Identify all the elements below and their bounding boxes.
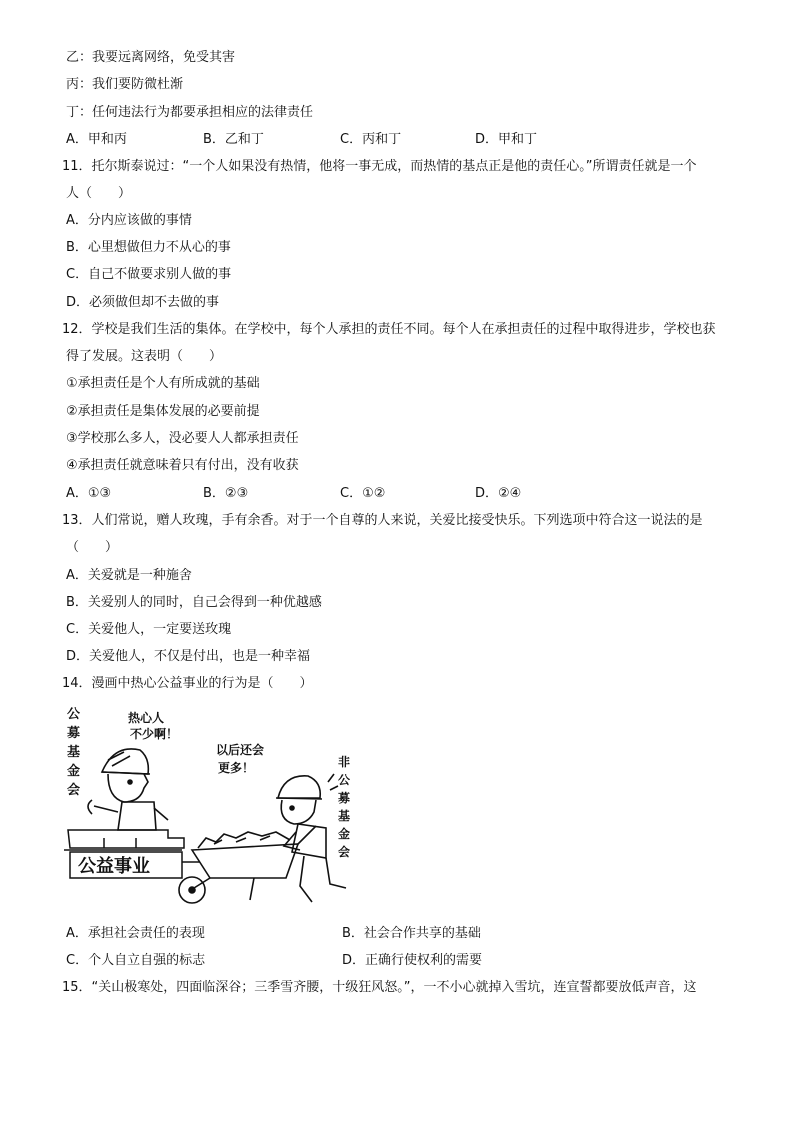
q12-stem-line2: 得了发展。这表明（ ）	[66, 349, 223, 364]
q12-option-d[interactable]: D．②④	[475, 486, 522, 501]
q12-stem-line1: 12．学校是我们生活的集体。在学校中，每个人承担的责任不同。每个人在承担责任的过程中取得进步，学校也获	[62, 322, 716, 337]
q10-option-c[interactable]: C．丙和丁	[340, 132, 402, 147]
bubble2-line2: 更多！	[218, 761, 255, 775]
q15-stem-line1: 15．“关山极寒处，四面临深谷；三季雪齐腰，十级狂风怒。”，一不小心就掉入雪坑，连宣誓都要放低声音，这	[62, 980, 697, 995]
cartoon-right-label	[338, 754, 350, 859]
right-label-char: 非	[338, 755, 351, 769]
q10-statement-bing: 丙：我们要防微杜渐	[66, 77, 184, 92]
left-label-char: 金	[67, 764, 81, 779]
q11-option-a[interactable]: A．分内应该做的事情	[66, 213, 192, 228]
q12-options	[66, 484, 746, 504]
bubble2-line1: 以后还会	[216, 743, 265, 757]
q14-options-row1	[66, 924, 746, 944]
q11-option-c[interactable]: C．自己不做要求别人做的事	[66, 267, 232, 282]
q12-option-b[interactable]: B．②③	[203, 486, 249, 501]
wall-text: 公益事业	[78, 856, 150, 877]
q13-option-b[interactable]: B．关爱别人的同时，自己会得到一种优越感	[66, 595, 322, 610]
left-label-char: 公	[67, 707, 81, 722]
cartoon-left-label	[67, 707, 81, 798]
q12-statement-4: ④承担责任就意味着只有付出，没有收获	[66, 458, 299, 473]
q10-statement-ding: 丁：任何违法行为都要承担相应的法律责任	[66, 105, 314, 120]
q14-options-row2	[66, 951, 746, 971]
q14-cartoon	[64, 702, 364, 914]
right-label-char: 金	[338, 827, 351, 841]
q14-stem: 14．漫画中热心公益事业的行为是（ ）	[62, 676, 313, 691]
bubble1-line2: 不少啊！	[130, 727, 179, 741]
q10-statement-yi: 乙：我要远离网络，免受其害	[66, 50, 236, 65]
q10-option-a[interactable]: A．甲和丙	[66, 132, 127, 147]
right-label-char: 公	[338, 773, 351, 787]
right-label-char: 募	[338, 791, 351, 805]
q12-statement-1: ①承担责任是个人有所成就的基础	[66, 376, 260, 391]
q12-statement-2: ②承担责任是集体发展的必要前提	[66, 404, 260, 419]
q11-stem-line1: 11．托尔斯泰说过：“一个人如果没有热情，他将一事无成，而热情的基点正是他的责任心。”所谓责任就是一个	[62, 159, 697, 174]
q13-option-c[interactable]: C．关爱他人，一定要送玫瑰	[66, 622, 232, 637]
q11-option-d[interactable]: D．必须做但却不去做的事	[66, 295, 220, 310]
q10-option-d[interactable]: D．甲和丁	[475, 132, 538, 147]
q14-option-a[interactable]: A．承担社会责任的表现	[66, 926, 205, 941]
left-label-char: 基	[67, 745, 81, 760]
q11-stem-line2: 人（ ）	[66, 186, 132, 201]
q10-option-b[interactable]: B．乙和丁	[203, 132, 264, 147]
left-label-char: 会	[67, 783, 81, 798]
q10-options	[66, 130, 746, 150]
q13-stem-line2: （ ）	[66, 540, 119, 555]
q12-option-c[interactable]: C．①②	[340, 486, 386, 501]
q14-option-d[interactable]: D．正确行使权利的需要	[342, 953, 483, 968]
q13-option-a[interactable]: A．关爱就是一种施舍	[66, 568, 192, 583]
worker-left-drawing	[88, 749, 168, 830]
right-label-char: 会	[338, 845, 351, 859]
q11-option-b[interactable]: B．心里想做但力不从心的事	[66, 240, 231, 255]
q12-statement-3: ③学校那么多人，没必要人人都承担责任	[66, 431, 299, 446]
cartoon-bubble-2	[216, 742, 264, 775]
right-label-char: 基	[338, 809, 351, 823]
q14-option-b[interactable]: B．社会合作共享的基础	[342, 926, 481, 941]
q12-option-a[interactable]: A．①③	[66, 486, 112, 501]
q13-option-d[interactable]: D．关爱他人，不仅是付出，也是一种幸福	[66, 649, 311, 664]
bubble1-line1: 热心人	[128, 711, 165, 725]
q14-option-c[interactable]: C．个人自立自强的标志	[66, 953, 206, 968]
left-label-char: 募	[67, 726, 81, 741]
cartoon-bubble-1	[128, 710, 178, 741]
q13-stem-line1: 13．人们常说，赠人玫瑰，手有余香。对于一个自尊的人来说，关爱比接受快乐。下列选项中符合这一说法的是	[62, 513, 703, 528]
